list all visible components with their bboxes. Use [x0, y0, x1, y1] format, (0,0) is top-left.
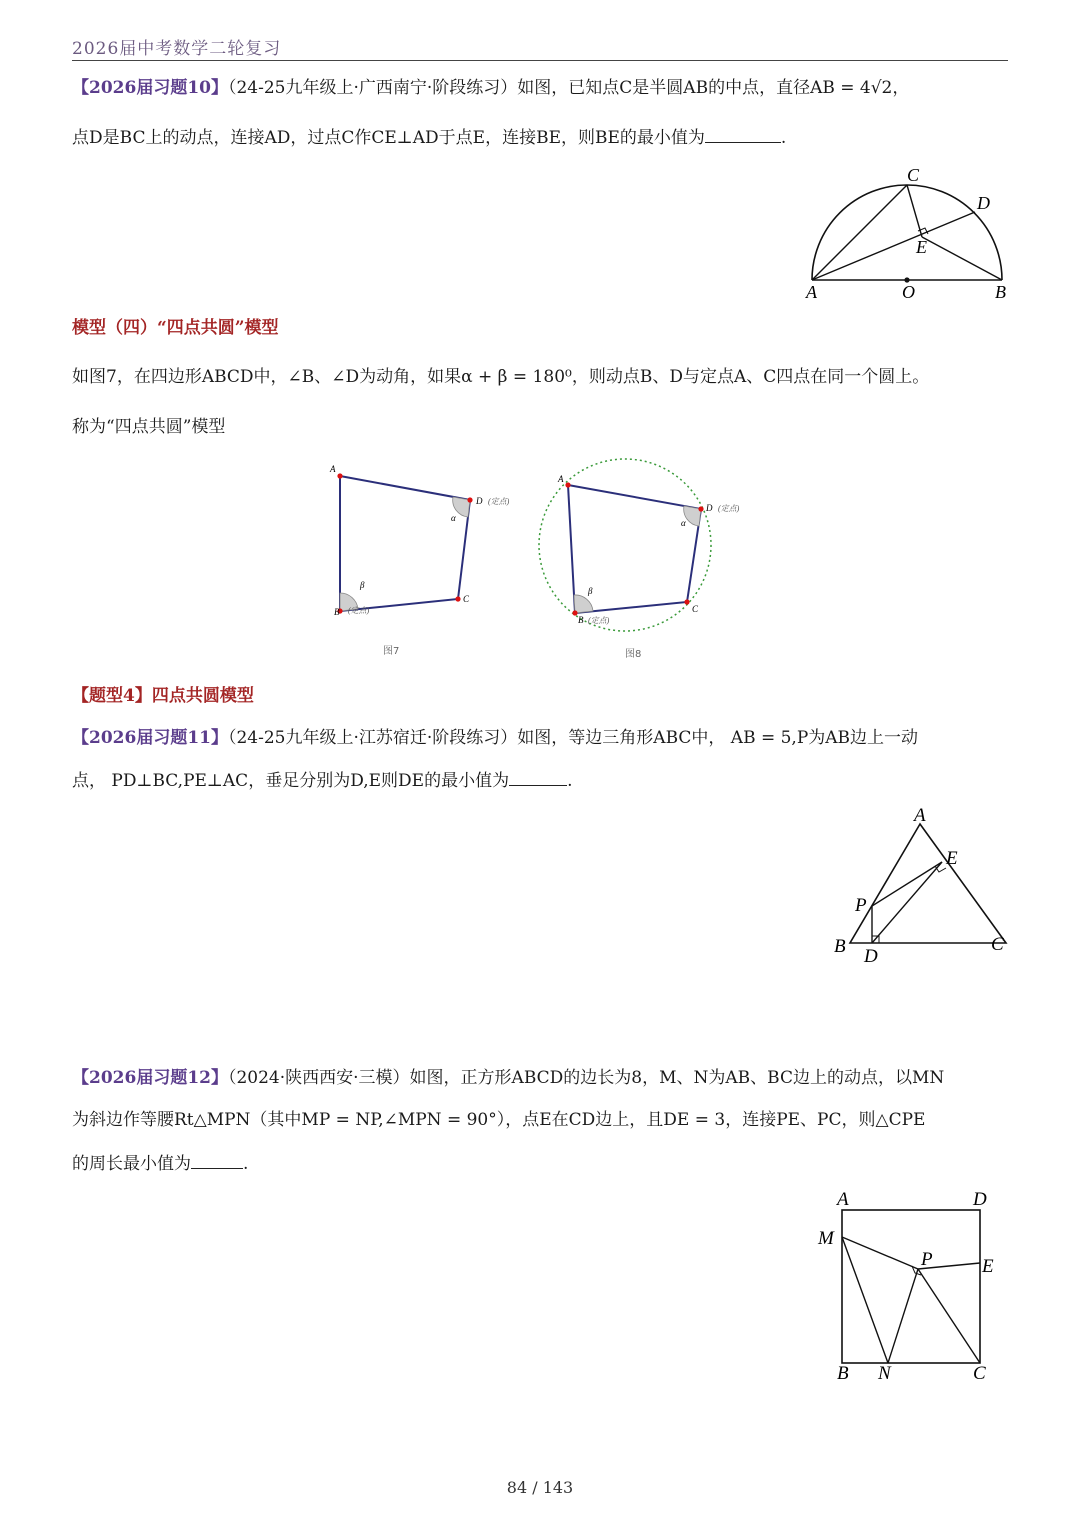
q12-square-figure	[812, 1185, 1012, 1380]
model4-text-2: 称为“四点共圆”模型	[72, 417, 226, 437]
q11-right-angle-e	[935, 866, 946, 872]
fig7-point-c	[455, 596, 460, 601]
model4-heading-text: 模型（四）“四点共圆”模型	[72, 318, 279, 338]
q10-semicircle-figure	[800, 160, 1040, 308]
q12-segment-mn	[842, 1237, 888, 1363]
q11-text-1: （24-25九年级上·江苏宿迁·阶段练习）如图，等边三角形ABC中， AB = 5,P为AB边上一动	[227, 728, 919, 748]
q12-label-b: B	[837, 1363, 849, 1380]
fig8-label-alpha: α	[681, 518, 686, 528]
q10-answer-blank[interactable]	[705, 127, 781, 143]
fig8-angle-beta-mark	[574, 595, 593, 613]
fig8-label-beta: β	[588, 586, 593, 596]
q10-line-2	[72, 127, 1008, 148]
q12-label-a: A	[837, 1189, 849, 1210]
q11-label-a: A	[914, 805, 926, 826]
q11-triangle-abc	[850, 824, 1006, 943]
q12-line-2	[72, 1110, 1008, 1130]
q11-line-2	[72, 770, 1008, 791]
q12-label-n: N	[878, 1363, 891, 1380]
q10-label-c: C	[907, 165, 920, 185]
page-number: 84 / 143	[506, 1478, 574, 1497]
fig8-point-d	[698, 506, 703, 511]
q11-segment-pe	[872, 862, 942, 906]
q10-line-1	[72, 78, 1008, 98]
fig7-point-d	[467, 497, 472, 502]
q10-label-b: B	[995, 282, 1006, 302]
figure-7-caption: 图7	[383, 646, 400, 657]
fig8-point-b	[572, 610, 577, 615]
q11-tag: 【2026届习题11】	[72, 728, 228, 748]
q10-segment-ad	[812, 212, 975, 280]
document-header: 2026届中考数学二轮复习	[72, 39, 282, 59]
fig7-label-a: A	[330, 464, 336, 474]
q12-tag: 【2026届习题12】	[72, 1068, 228, 1088]
fig8-point-a	[565, 482, 570, 487]
fig7-label-c: C	[463, 594, 470, 604]
q10-period: .	[780, 128, 787, 148]
header-divider	[72, 60, 1008, 61]
figure-8-caption: 图8	[625, 649, 642, 660]
q10-label-a: A	[806, 282, 817, 302]
type4-heading	[72, 686, 1008, 706]
fig7-d-note: (定点)	[488, 497, 510, 506]
fig8-circumcircle	[539, 459, 711, 631]
q12-label-c: C	[973, 1363, 986, 1380]
q12-period: .	[243, 1154, 249, 1174]
model4-line-1	[72, 367, 1008, 387]
q11-triangle-figure	[828, 800, 1018, 970]
fig7-label-alpha: α	[451, 513, 456, 523]
q11-text-2: 点， PD⊥BC,PE⊥AC，垂足分别为D,E则DE的最小值为	[72, 771, 510, 791]
fig8-point-c	[684, 599, 689, 604]
q12-label-p: P	[921, 1249, 933, 1270]
q10-tag: 【2026届习题10】	[72, 78, 228, 98]
q10-semicircle-arc	[812, 185, 1002, 280]
q10-label-e: E	[916, 237, 927, 257]
q12-label-m: M	[818, 1228, 834, 1249]
q12-segment-pc	[918, 1269, 980, 1363]
fig7-quadrilateral	[340, 476, 470, 611]
q10-text-2: 点D是BC上的动点，连接AD，过点C作CE⊥AD于点E，连接BE，则BE的最小值为	[72, 128, 705, 148]
q11-label-e: E	[946, 848, 958, 869]
type4-heading-text: 【题型4】四点共圆模型	[72, 686, 254, 706]
q12-label-d: D	[973, 1189, 987, 1210]
fig8-label-c: C	[692, 604, 699, 614]
q12-line-1	[72, 1068, 1008, 1088]
model4-line-2	[72, 417, 1008, 437]
fig7-label-beta: β	[360, 580, 365, 590]
q11-period: .	[567, 771, 573, 791]
q12-answer-blank[interactable]	[191, 1153, 243, 1169]
q10-segment-ce	[907, 185, 922, 237]
fig8-b-note: (定点)	[588, 616, 610, 625]
q10-segment-be	[922, 237, 1002, 280]
q11-segment-de	[872, 862, 942, 943]
q10-label-o: O	[902, 282, 915, 302]
model4-text-1: 如图7，在四边形ABCD中，∠B、∠D为动角，如果α + β = 180⁰，则动点B、D与定点A、C四点在同一个圆上。	[72, 367, 930, 387]
q10-label-d: D	[977, 193, 990, 213]
figure-7-quadrilateral	[320, 460, 530, 620]
q12-label-e: E	[982, 1256, 994, 1277]
q12-line-3	[72, 1153, 1008, 1174]
q12-square-abcd	[842, 1210, 980, 1363]
fig7-b-note: (定点)	[348, 606, 370, 615]
q11-label-c: C	[991, 934, 1004, 955]
fig7-point-a	[337, 473, 342, 478]
fig7-label-b: B	[334, 607, 340, 617]
q11-label-d: D	[864, 946, 878, 967]
q11-label-p: P	[855, 895, 867, 916]
q12-text-1: （2024·陕西西安·三模）如图，正方形ABCD的边长为8，M、N为AB、BC边上的动点，以MN	[227, 1068, 945, 1088]
q10-text-1: （24-25九年级上·广西南宁·阶段练习）如图，已知点C是半圆AB的中点，直径AB = 4√2，	[227, 78, 910, 98]
q11-answer-blank[interactable]	[509, 770, 567, 786]
q12-text-3: 的周长最小值为	[72, 1154, 191, 1174]
fig8-label-b: B	[578, 615, 584, 625]
fig7-label-d: D	[476, 496, 483, 506]
q11-label-b: B	[834, 936, 846, 957]
fig8-label-a: A	[558, 474, 564, 484]
q12-segment-mp	[842, 1237, 918, 1269]
q12-segment-np	[888, 1269, 918, 1363]
fig8-label-d: D	[706, 503, 713, 513]
q10-segment-ac	[812, 185, 907, 280]
figure-8-cyclic-quadrilateral	[530, 452, 780, 637]
model4-heading	[72, 318, 1008, 338]
q11-line-1	[72, 728, 1008, 748]
fig8-d-note: (定点)	[718, 504, 740, 513]
q12-text-2: 为斜边作等腰Rt△MPN（其中MP = NP,∠MPN = 90°），点E在CD边上，且DE = 3，连接PE、PC，则△CPE	[72, 1110, 926, 1130]
